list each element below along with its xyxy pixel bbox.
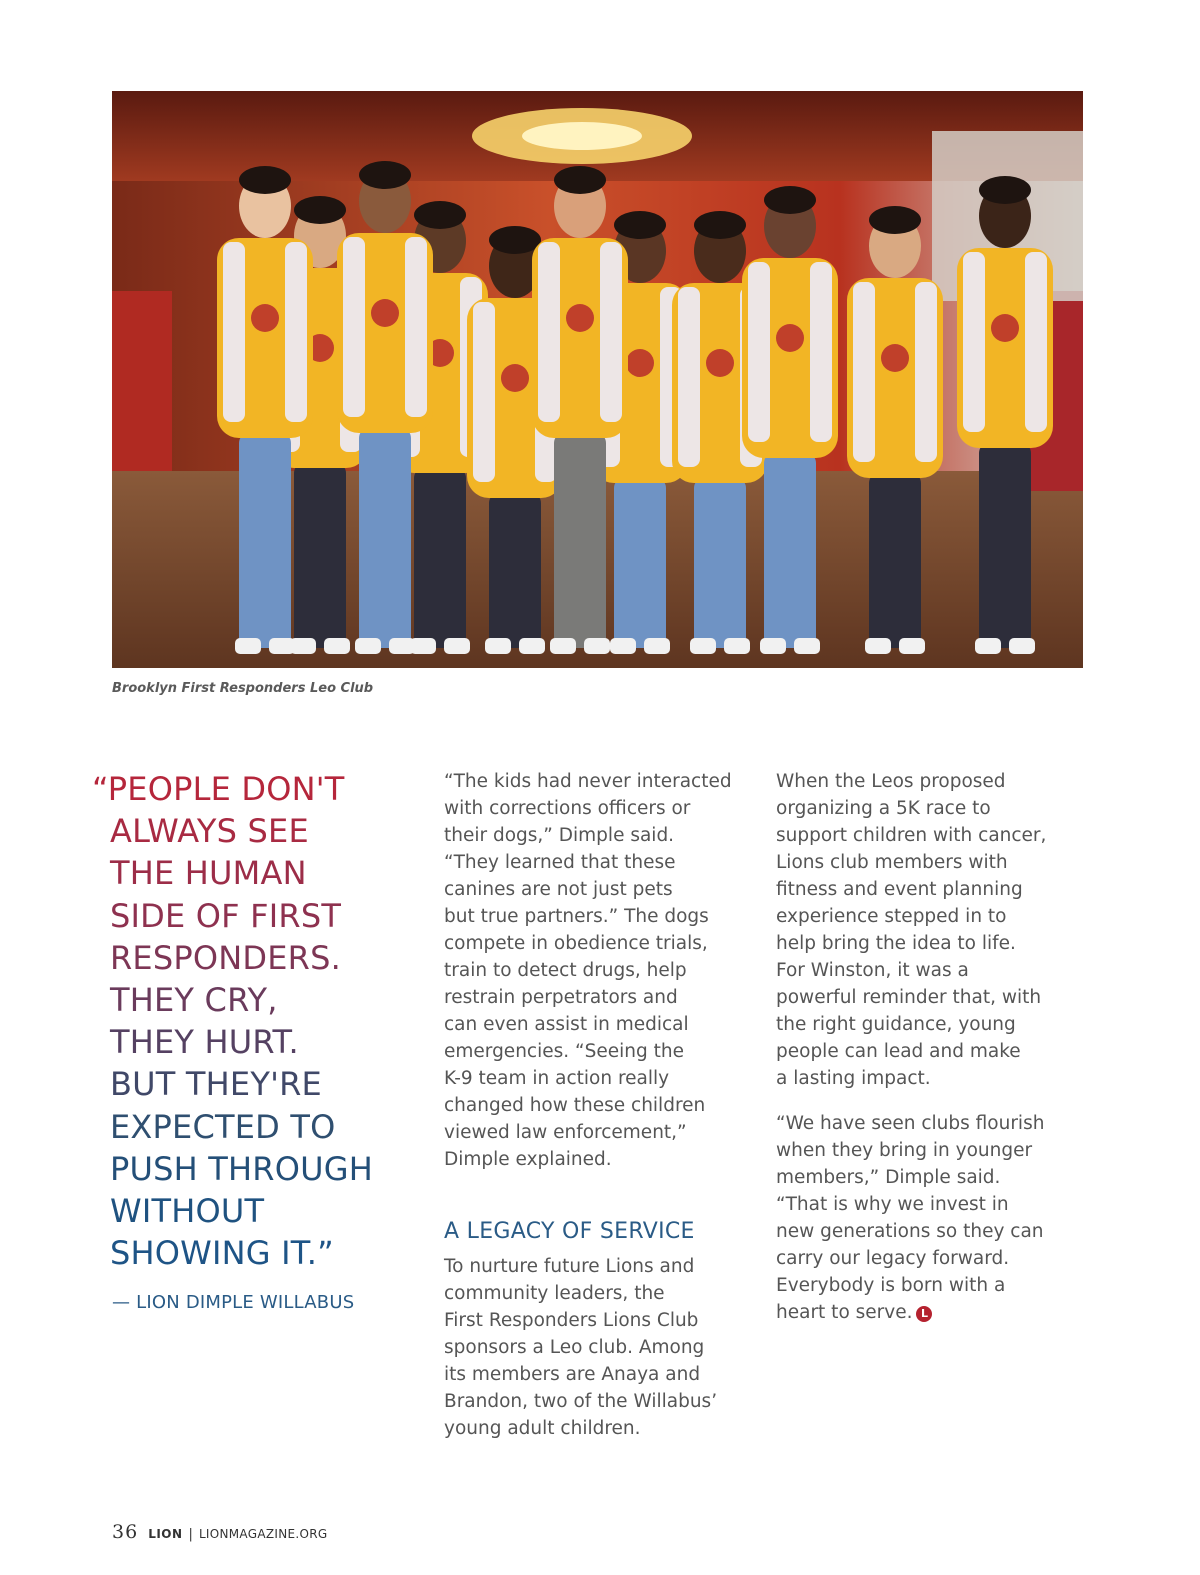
pull-quote-line: ALWAYS SEE <box>110 812 309 851</box>
paragraph <box>444 768 754 1173</box>
text-line: K-9 team in action really <box>444 1068 670 1089</box>
text-line: “That is why we invest in <box>776 1194 1009 1215</box>
person-shoe <box>865 638 891 654</box>
booth-left <box>112 291 172 471</box>
photo-caption: Brooklyn First Responders Leo Club <box>112 681 374 696</box>
text-line: Lions club members with <box>776 852 1008 873</box>
magazine-website: LIONMAGAZINE.ORG <box>198 1527 328 1541</box>
person-legs <box>294 463 346 648</box>
person-vest <box>538 242 560 422</box>
person-hair <box>414 201 466 229</box>
person-shoe <box>724 638 750 654</box>
pull-quote <box>92 768 412 1313</box>
person-shoe <box>355 638 381 654</box>
text-line: powerful reminder that, with <box>776 987 1042 1008</box>
person-shoe <box>324 638 350 654</box>
pull-quote-line: THEY HURT. <box>110 1023 299 1062</box>
text-line: new generations so they can <box>776 1221 1044 1242</box>
person-vest <box>223 242 245 422</box>
person-hair <box>694 211 746 239</box>
person-shoe <box>1009 638 1035 654</box>
person-vest <box>285 242 307 422</box>
person-hair <box>764 186 816 214</box>
magazine-name: LION <box>148 1527 183 1541</box>
article-column-right <box>776 768 1076 1326</box>
text-line: Dimple explained. <box>444 1149 612 1170</box>
text-line: For Winston, it was a <box>776 960 969 981</box>
text-line: experience stepped in to <box>776 906 1007 927</box>
paragraph <box>776 768 1076 1092</box>
text-line: their dogs,” Dimple said. <box>444 825 675 846</box>
text-line: emergencies. “Seeing the <box>444 1041 684 1062</box>
text-line: community leaders, the <box>444 1283 665 1304</box>
text-line: canines are not just pets <box>444 879 673 900</box>
person-shoe <box>690 638 716 654</box>
person-vest <box>678 287 700 467</box>
person-hair <box>489 226 541 254</box>
text-line: members,” Dimple said. <box>776 1167 1001 1188</box>
text-line: fitness and event planning <box>776 879 1023 900</box>
club-emblem <box>501 364 529 392</box>
pull-quote-line: SIDE OF FIRST <box>110 896 342 935</box>
person-shoe <box>269 638 295 654</box>
person-shoe <box>760 638 786 654</box>
text-line: restrain perpetrators and <box>444 987 678 1008</box>
text-line: the right guidance, young <box>776 1014 1016 1035</box>
text-line: young adult children. <box>444 1418 641 1439</box>
person-shoe <box>444 638 470 654</box>
person-legs <box>239 433 291 648</box>
text-line: “The kids had never interacted <box>444 771 732 792</box>
text-line: heart to serve. L <box>776 1299 1076 1326</box>
person-vest <box>853 282 875 462</box>
person-hair <box>869 206 921 234</box>
text-line: First Responders Lions Club <box>444 1310 699 1331</box>
person-shoe <box>485 638 511 654</box>
text-line: can even assist in medical <box>444 1014 689 1035</box>
ceiling-light-core <box>522 122 642 150</box>
person-legs <box>554 433 606 648</box>
text-line: compete in obedience trials, <box>444 933 708 954</box>
person-legs <box>489 493 541 648</box>
pull-quote-line: THE HUMAN <box>110 854 307 893</box>
club-emblem <box>776 324 804 352</box>
text-line: people can lead and make <box>776 1041 1021 1062</box>
article-column-middle <box>444 768 754 1442</box>
text-line: sponsors a Leo club. Among <box>444 1337 705 1358</box>
person-hair <box>979 176 1031 204</box>
person-legs <box>414 468 466 648</box>
text-line: Everybody is born with a <box>776 1275 1006 1296</box>
person-legs <box>979 443 1031 648</box>
person-vest <box>1025 252 1047 432</box>
person-vest <box>963 252 985 432</box>
club-emblem <box>706 349 734 377</box>
person-legs <box>614 478 666 648</box>
text-line: viewed law enforcement,” <box>444 1122 687 1143</box>
pull-quote-line: PUSH THROUGH <box>110 1149 373 1188</box>
pull-quote-line: THEY CRY, <box>110 981 278 1020</box>
person-hair <box>239 166 291 194</box>
lion-end-mark-icon: L <box>916 1306 932 1322</box>
page-footer <box>112 1521 327 1543</box>
text-line: Brandon, two of the Willabus’ <box>444 1391 718 1412</box>
person-vest <box>343 237 365 417</box>
person-hair <box>294 196 346 224</box>
pull-quote-line: BUT THEY'RE <box>110 1065 322 1104</box>
person-vest <box>600 242 622 422</box>
person-hair <box>359 161 411 189</box>
person-shoe <box>519 638 545 654</box>
text-line: “We have seen clubs flourish <box>776 1113 1045 1134</box>
text-line: when they bring in younger <box>776 1140 1033 1161</box>
text-line: changed how these children <box>444 1095 706 1116</box>
person-vest <box>915 282 937 462</box>
person-hair <box>554 166 606 194</box>
text-line: When the Leos proposed <box>776 771 1006 792</box>
person-shoe <box>899 638 925 654</box>
paragraph <box>444 1253 754 1442</box>
text-line: “They learned that these <box>444 852 676 873</box>
section-subhead: A LEGACY OF SERVICE <box>444 1219 695 1244</box>
paragraph <box>776 1110 1076 1326</box>
pull-quote-line: RESPONDERS. <box>110 938 341 977</box>
club-emblem <box>251 304 279 332</box>
quote-attribution: — LION DIMPLE WILLABUS <box>112 1292 355 1314</box>
club-emblem <box>991 314 1019 342</box>
person-legs <box>764 453 816 648</box>
footer-separator: | <box>188 1527 193 1542</box>
pull-quote-line: “PEOPLE DON'T <box>92 770 345 808</box>
person-shoe <box>975 638 1001 654</box>
person-vest <box>405 237 427 417</box>
person-shoe <box>644 638 670 654</box>
club-emblem <box>566 304 594 332</box>
person-vest <box>810 262 832 442</box>
person-hair <box>614 211 666 239</box>
person-shoe <box>389 638 415 654</box>
person-vest <box>748 262 770 442</box>
text-line: but true partners.” The dogs <box>444 906 709 927</box>
person-shoe <box>610 638 636 654</box>
text-line: with corrections officers or <box>444 798 691 819</box>
text-line: its members are Anaya and <box>444 1364 701 1385</box>
pull-quote-line: WITHOUT <box>110 1192 265 1231</box>
person-legs <box>359 428 411 648</box>
person-legs <box>869 473 921 648</box>
person-shoe <box>584 638 610 654</box>
text-line: organizing a 5K race to <box>776 798 991 819</box>
text-line: train to detect drugs, help <box>444 960 687 981</box>
text-line: help bring the idea to life. <box>776 933 1016 954</box>
group-photo <box>112 91 1083 668</box>
club-emblem <box>371 299 399 327</box>
club-emblem <box>881 344 909 372</box>
person-shoe <box>794 638 820 654</box>
text-line: support children with cancer, <box>776 825 1047 846</box>
text-line: a lasting impact. <box>776 1068 931 1089</box>
pull-quote-line: EXPECTED TO <box>110 1107 336 1146</box>
person-shoe <box>550 638 576 654</box>
pull-quote-line: SHOWING IT.” <box>110 1234 334 1273</box>
club-emblem <box>626 349 654 377</box>
page-number: 36 <box>112 1521 139 1543</box>
person-vest <box>473 302 495 482</box>
person-shoe <box>235 638 261 654</box>
text-line: carry our legacy forward. <box>776 1248 1010 1269</box>
text-line: To nurture future Lions and <box>444 1256 695 1277</box>
leo-club-photo-illustration <box>112 91 1083 668</box>
person-legs <box>694 478 746 648</box>
